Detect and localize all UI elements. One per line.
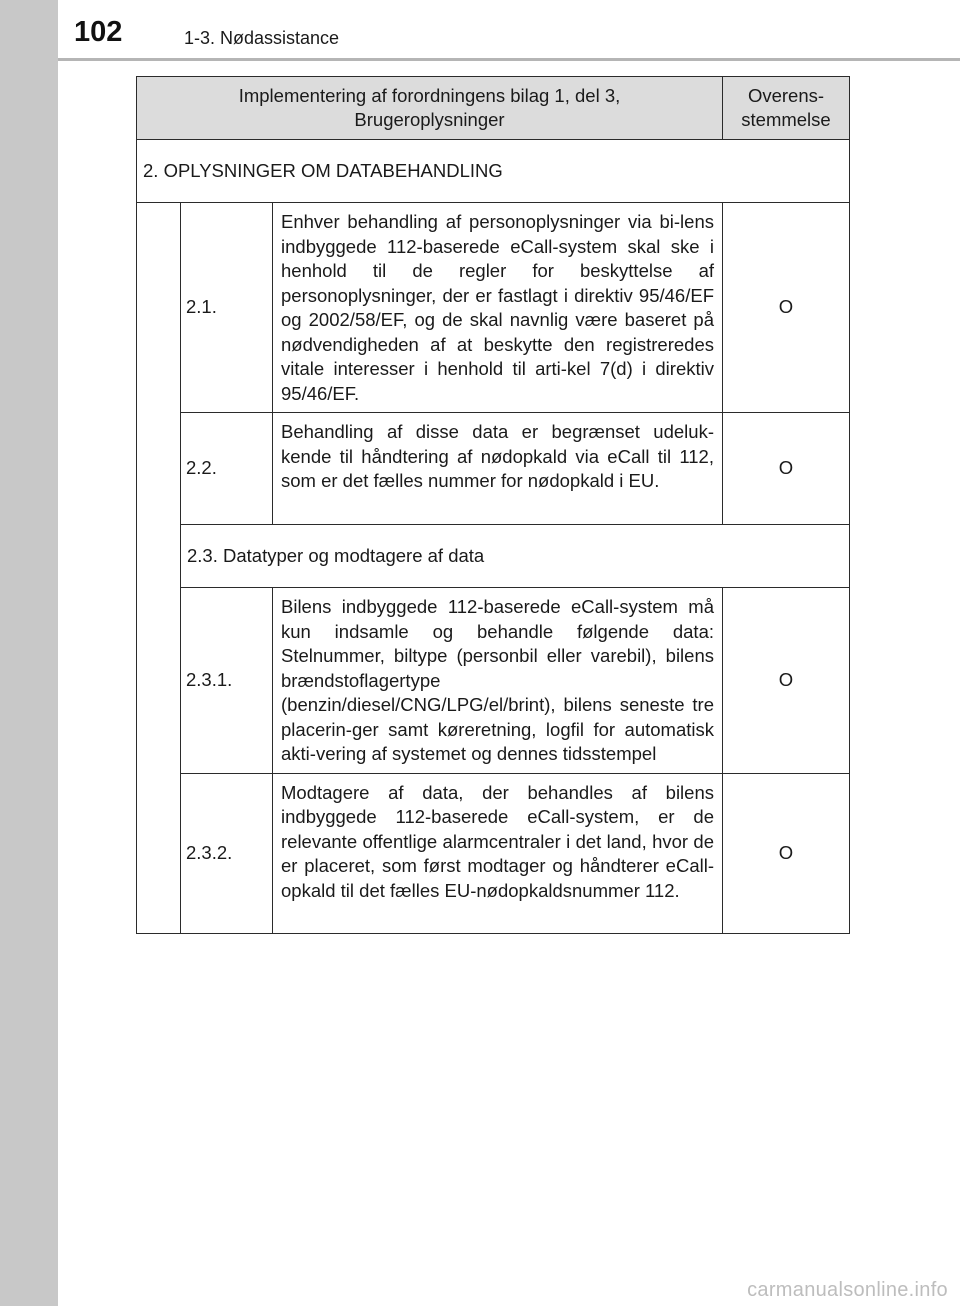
row-conformity: O xyxy=(723,413,850,525)
user-information-table xyxy=(136,76,850,934)
row-description: Enhver behandling af personoplysninger via bi-lens indbyggede 112-baserede eCall-system skal ske i henhold til de regler for beskyttelse af personoplysninger, der er fastlagt i direktiv 95/46/EF og 2002/58/EF, og de skal navnlig være baseret på nødvendigheden af at beskytte den registreredes vitale interesser i henhold til arti-kel 7(d) i direktiv 95/46/EF. xyxy=(273,203,723,413)
row-number: 2.3.1. xyxy=(181,588,273,774)
row-number: 2.1. xyxy=(181,203,273,413)
section-heading: 2. OPLYSNINGER OM DATABEHANDLING xyxy=(137,140,850,203)
row-conformity: O xyxy=(723,588,850,774)
row-number: 2.2. xyxy=(181,413,273,525)
subsection-heading: 2.3. Datatyper og modtagere af data xyxy=(181,525,850,588)
table-header-row xyxy=(137,77,850,140)
row-conformity: O xyxy=(723,203,850,413)
indent-cell xyxy=(137,203,181,934)
section-heading-row xyxy=(137,140,850,203)
table-row xyxy=(137,588,850,774)
table-row xyxy=(137,413,850,525)
footer-watermark: carmanualsonline.info xyxy=(747,1279,948,1301)
column-header-conformity: Overens-stemmelse xyxy=(723,77,850,140)
table-row xyxy=(137,203,850,413)
section-title: 1-3. Nødassistance xyxy=(184,28,340,48)
row-description: Bilens indbyggede 112-baserede eCall-system må kun indsamle og behandle følgende data: Stelnummer, biltype (personbil eller varebil), bilens brændstoflagertype (benzin/diesel/CNG/LPG/el/brint), bilens seneste tre placerin-ger samt køreretning, logfil for automatisk akti-vering af systemet og dennes tidsstempel xyxy=(273,588,723,774)
subsection-heading-row xyxy=(137,525,850,588)
header-divider xyxy=(58,58,960,61)
row-description: Behandling af disse data er begrænset udeluk-kende til håndtering af nødopkald via eCall til 112, som er det fælles nummer for nødopkald i EU. xyxy=(273,413,723,525)
row-conformity: O xyxy=(723,773,850,933)
row-number: 2.3.2. xyxy=(181,773,273,933)
column-header-implementation: Implementering af forordningens bilag 1, del 3, Brugeroplysninger xyxy=(137,77,723,140)
table-row xyxy=(137,773,850,933)
side-margin-strip xyxy=(0,0,58,1306)
page-number: 102 xyxy=(74,16,123,48)
row-description: Modtagere af data, der behandles af bilens indbyggede 112-baserede eCall-system, er de relevante offentlige alarmcentraler i det land, hvor de er placeret, som først modtager og håndterer eCall-opkald til det fælles EU-nødopkaldsnummer 112. xyxy=(273,773,723,933)
